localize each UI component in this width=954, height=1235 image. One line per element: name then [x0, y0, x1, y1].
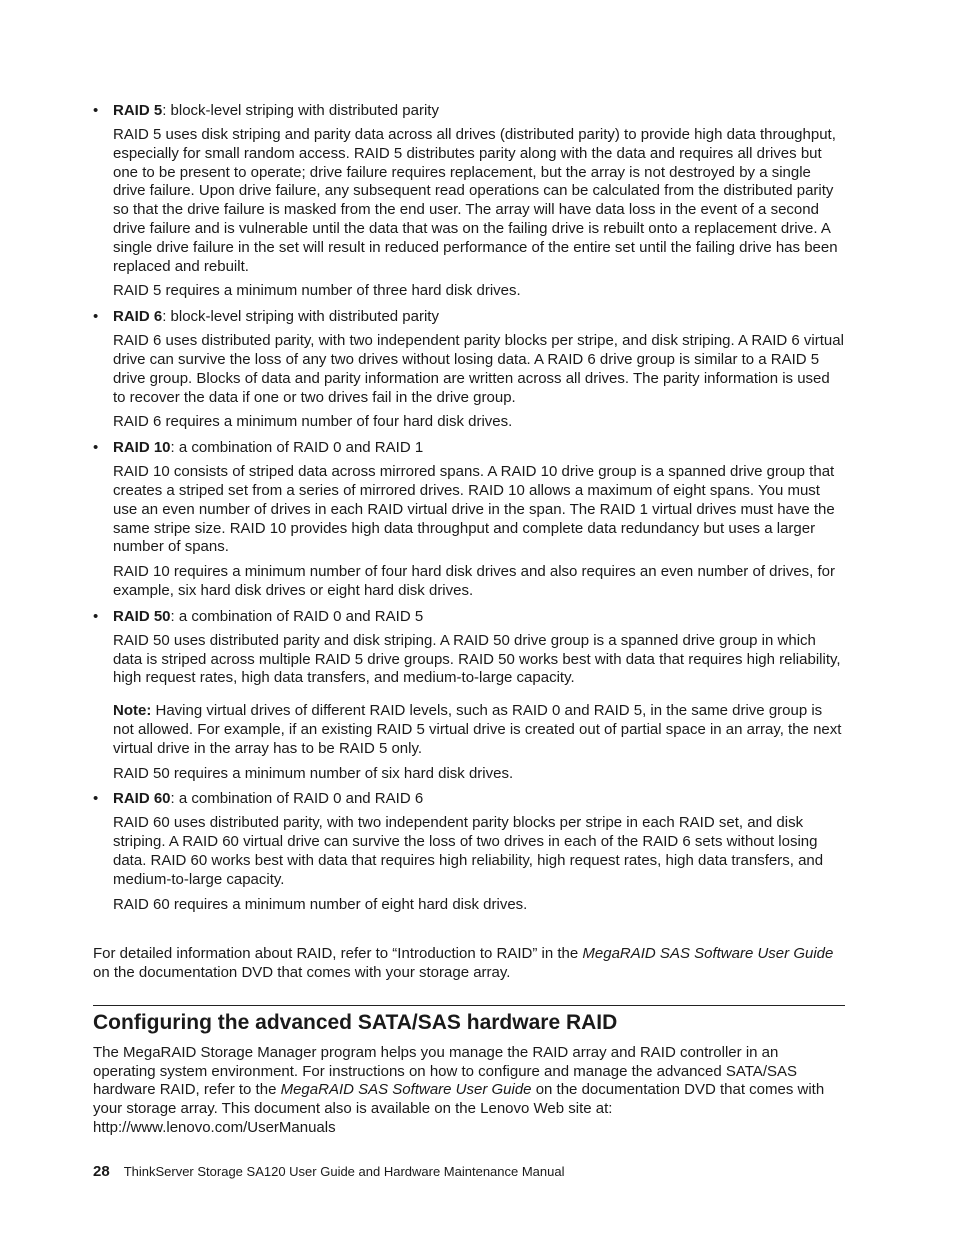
raid-6-heading	[113, 307, 845, 326]
note-text: Having virtual drives of different RAID levels, such as RAID 0 and RAID 5, in the same drive group is not allowed. For example, if an existing RAID 5 virtual drive is created out of partial space in an array, the next virtual drive in the array has to be RAID 5 only.	[113, 702, 842, 757]
raid-6-description: RAID 6 uses distributed parity, with two independent parity blocks per stripe, and disk striping. A RAID 6 virtual drive can survive the loss of any two drives without losing data. A RAID 6 drive group is similar to a RAID 5 drive group. Blocks of data and parity information are written across all drives. The parity information is used to recover the data if one or two drives fail in the drive group.	[113, 332, 844, 406]
raid-50-description: RAID 50 uses distributed parity and disk striping. A RAID 50 drive group is a spanned drive group in which data is striped across multiple RAID 5 drive groups. RAID 50 works best with data that requires high reliability, high request rates, high data transfers, and medium-to-large capacity.	[113, 631, 841, 687]
section-body-suffix: on the documentation DVD that comes with your storage array. This document also is available on the Lenovo Web site at:	[93, 1081, 825, 1118]
bullet-marker: •	[93, 607, 99, 625]
raid-6-item	[93, 307, 845, 432]
bullet-marker: •	[93, 308, 99, 326]
section-divider	[93, 1005, 845, 1006]
section-guide-title: MegaRAID SAS Software User Guide	[280, 1081, 532, 1099]
note-label: Note:	[113, 702, 152, 720]
raid-name: RAID 5	[113, 102, 163, 119]
manual-title: ThinkServer Storage SA120 User Guide and Hardware Maintenance Manual	[123, 1164, 565, 1179]
raid-6-requirement: RAID 6 requires a minimum number of four hard disk drives.	[113, 413, 513, 431]
refer-prefix: For detailed information about RAID, refer to “Introduction to RAID” in the	[93, 945, 583, 963]
raid-60-item	[93, 789, 845, 914]
raid-summary: : block-level striping with distributed parity	[162, 308, 439, 326]
raid-50-item	[93, 607, 845, 784]
raid-50-requirement: RAID 50 requires a minimum number of six hard disk drives.	[113, 764, 514, 782]
raid-10-item	[93, 438, 845, 601]
raid-reference-paragraph	[93, 944, 845, 982]
raid-name: RAID 10	[113, 439, 171, 457]
raid-10-heading	[113, 438, 845, 457]
raid-5-item	[93, 101, 845, 301]
raid-summary: : a combination of RAID 0 and RAID 6	[170, 790, 424, 808]
document-page	[93, 101, 845, 1137]
raid-name: RAID 6	[113, 308, 163, 326]
manuals-url[interactable]: http://www.lenovo.com/UserManuals	[93, 1118, 336, 1136]
raid-50-note	[113, 702, 845, 758]
section-body-prefix: The MegaRAID Storage Manager program helps you manage the RAID array and RAID controller in an operating system environment. For instructions on how to configure and manage the advanced SATA/SAS hardware RAID, refer to the	[93, 1044, 797, 1099]
page-footer	[93, 1163, 564, 1180]
raid-name: RAID 60	[113, 790, 171, 808]
bullet-marker: •	[93, 790, 99, 808]
page-number: 28	[93, 1163, 110, 1180]
raid-60-requirement: RAID 60 requires a minimum number of eight hard disk drives.	[113, 895, 528, 913]
bullet-marker: •	[93, 439, 99, 457]
bullet-marker: •	[93, 102, 99, 119]
refer-guide-title: MegaRAID SAS Software User Guide	[582, 945, 834, 963]
raid-5-description: RAID 5 uses disk striping and parity data across all drives (distributed parity) to provide high data throughput, especially for small random access. RAID 5 distributes parity along with the data and requires all drives but one to be present to operate; drive failure requires replacement, but the array is not destroyed by a single drive failure. Upon drive failure, any subsequent read operations can be calculated from the distributed parity so that the drive failure is masked from the end user. The array will have data loss in the event of a second drive failure and is vulnerable until the data that was on the failing drive is rebuilt onto a replacement drive. A single drive failure in the set will result in reduced performance of the entire set until the failing drive has been replaced and rebuilt.	[113, 126, 838, 275]
raid-10-description: RAID 10 consists of striped data across mirrored spans. A RAID 10 drive group is a spanned drive group that creates a striped set from a series of mirrored drives. RAID 10 allows a maximum of eight spans. You must use an even number of drives in each RAID virtual drive in the span. The RAID 1 virtual drives must have the same stripe size. RAID 10 provides high data throughput and complete data redundancy but uses a larger number of spans.	[113, 463, 835, 556]
raid-5-heading	[113, 101, 845, 120]
raid-summary: : a combination of RAID 0 and RAID 5	[170, 607, 424, 625]
raid-5-requirement: RAID 5 requires a minimum number of three hard disk drives.	[113, 282, 521, 300]
refer-suffix: on the documentation DVD that comes with your storage array.	[93, 964, 511, 982]
raid-summary: : block-level striping with distributed parity	[162, 102, 439, 119]
raid-summary: : a combination of RAID 0 and RAID 1	[170, 439, 424, 457]
raid-60-description: RAID 60 uses distributed parity, with two independent parity blocks per stripe in each RAID set, and disk striping. A RAID 60 virtual drive can survive the loss of two drives in each of the RAID 6 sets without losing data. RAID 60 works best with data that requires high reliability, high request rates, high data transfers, and medium-to-large capacity.	[113, 814, 824, 888]
section-heading: Configuring the advanced SATA/SAS hardware RAID	[93, 1011, 618, 1035]
section-body	[93, 1044, 845, 1137]
raid-10-requirement: RAID 10 requires a minimum number of four hard disk drives and also requires an even number of drives, for example, six hard disk drives or eight hard disk drives.	[113, 563, 835, 599]
raid-60-heading	[113, 789, 845, 808]
raid-50-heading	[113, 607, 845, 626]
raid-name: RAID 50	[113, 607, 171, 625]
